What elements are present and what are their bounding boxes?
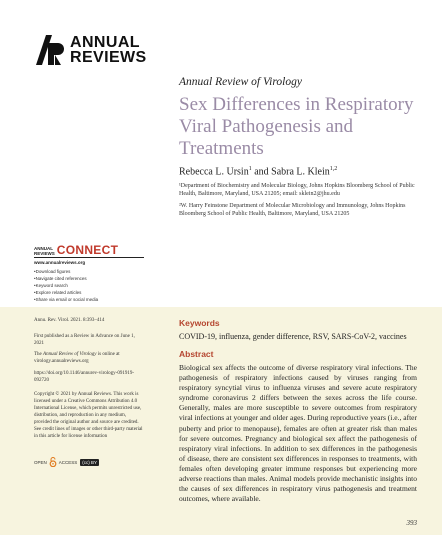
connect-small-label: ANNUAL REVIEWS [34, 246, 55, 256]
author-2-sup: 1,2 [329, 166, 338, 172]
connect-feature-list [34, 268, 144, 303]
annual-reviews-connect-box [34, 244, 144, 303]
open-access-badge [34, 457, 99, 467]
affiliation-2: ²W. Harry Feinstone Department of Molecular Microbiology and Immunology, Johns Hopkins Bloomberg School of Public Health, Baltimore, Maryland, USA 21205 [179, 203, 406, 217]
doi-link[interactable]: https://doi.org/10.1146/annurev-virology-091919-092720 [34, 371, 134, 383]
abstract-text: Biological sex affects the outcome of diverse respiratory viral infections. The pathogenesis of respiratory infections caused by viruses ranging from respiratory syncytial virus to influenza viruses and severe acute respiratory syndrome coronavirus 2 differs between the sexes across the life course. Generally, males are more susceptible to severe outcomes from respiratory viral infections at younger and older ages. During reproductive years (i.e., after puberty and prior to menopause), females are often at greater risk than males for severe outcomes. Pregnancy and biological sex affect the pathogenesis of respiratory viral infections. In addition to sex differences in the pathogenesis of disease, there are consistent sex differences in responses to treatments, with females often developing greater immune responses but experiencing more adverse reactions than males. Animal models provide mechanistic insights into the causes of sex differences in respiratory virus pathogenesis and treatment outcomes, where available. [179, 363, 417, 504]
first-published-info: First published as a Review in Advance on June 1, 2021 [34, 334, 135, 346]
keywords-heading: Keywords [179, 318, 220, 328]
connect-item: • Download figures [34, 268, 144, 275]
online-info [34, 351, 144, 365]
logo-line-2: REVIEWS [70, 49, 147, 66]
annual-reviews-logo-icon [34, 33, 64, 67]
connect-url-link[interactable]: www.annualreviews.org [34, 260, 86, 265]
author-2: Sabra L. Klein [271, 166, 330, 178]
author-1-sup: 1 [248, 166, 252, 172]
author-line [179, 166, 337, 177]
cc-by-badge: (cc) BY [82, 459, 98, 465]
article-title: Sex Differences in Respiratory Viral Pathogenesis and Treatments [179, 94, 414, 159]
page-number: 393 [406, 519, 417, 527]
online-journal: Annual Review of Virology [43, 352, 97, 357]
logo-line-1: ANNUAL [70, 34, 140, 51]
open-lock-icon [49, 457, 57, 467]
online-suffix: is online at virology.annualreviews.org [34, 352, 120, 364]
access-label: ACCESS [58, 459, 78, 465]
author-conjunction: and [251, 166, 272, 178]
connect-item: • Explore related articles [34, 289, 144, 296]
annual-reviews-logo [34, 33, 147, 67]
affiliation-1: ¹Department of Biochemistry and Molecular Biology, Johns Hopkins Bloomberg School of Public Health, Baltimore, Maryland, USA 21205; email: sklein2@jhu.edu [179, 183, 415, 197]
online-prefix: The [34, 352, 44, 357]
citation-info: Annu. Rev. Virol. 2021. 8:393–414 [34, 318, 105, 323]
connect-label: CONNECT [56, 243, 119, 257]
abstract-heading: Abstract [179, 349, 214, 359]
connect-item: • Navigate cited references [34, 275, 144, 282]
connect-item: • Share via email or social media [34, 296, 144, 303]
connect-item: • Keyword search [34, 282, 144, 289]
open-label: OPEN [34, 459, 47, 465]
keywords-list: COVID-19, influenza, gender difference, RSV, SARS-CoV-2, vaccines [179, 332, 407, 341]
author-1: Rebecca L. Ursin [179, 166, 249, 178]
connect-header [34, 244, 144, 258]
journal-name: Annual Review of Virology [179, 76, 302, 88]
copyright-notice: Copyright © 2021 by Annual Reviews. This work is licensed under a Creative Commons Attribution 4.0 International License, which permits unrestricted use, distribution, and reproduction in any medium, provided the original author and source are credited. See credit lines of images or other third-party material in this article for license information [34, 392, 143, 439]
